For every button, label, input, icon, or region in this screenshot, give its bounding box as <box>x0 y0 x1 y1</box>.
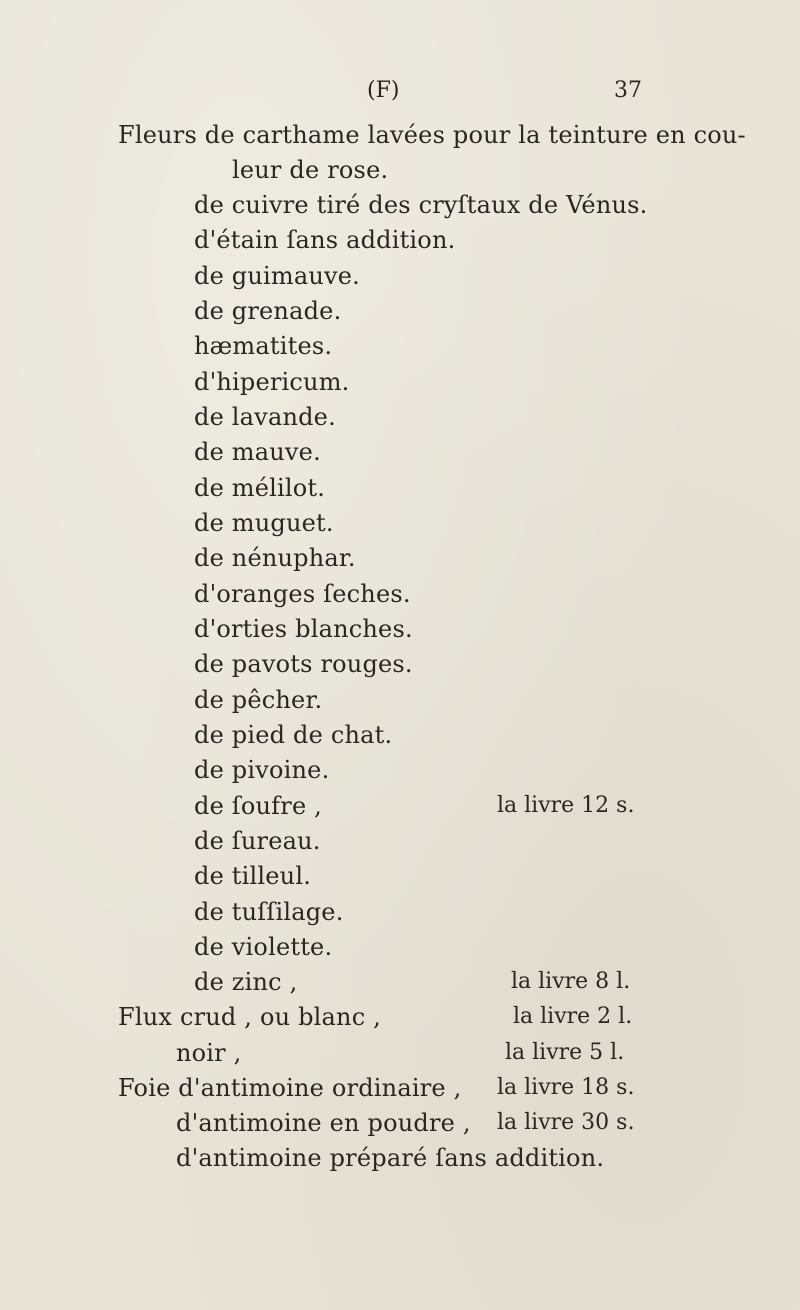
price-label: la livre 12 s. <box>497 793 635 818</box>
text-line: de lavande. <box>194 403 336 431</box>
text-line: Flux crud , ou blanc , <box>118 1003 382 1031</box>
text-line: de ſoufre , <box>194 792 323 820</box>
text-line: de guimauve. <box>194 262 361 290</box>
price-label: la livre 30 s. <box>497 1110 635 1135</box>
price-label: la livre 18 s. <box>497 1075 635 1100</box>
text-line: leur de rose. <box>232 156 389 184</box>
text-line: de violette. <box>194 933 333 961</box>
text-line: d'hipericum. <box>194 368 350 396</box>
text-line: d'oranges ſeches. <box>194 580 411 608</box>
signature-mark: (F) <box>367 78 400 103</box>
text-line: d'orties blanches. <box>194 615 413 643</box>
text-line: hæmatites. <box>194 332 333 360</box>
text-line: de pavots rouges. <box>194 650 413 678</box>
text-line: de mauve. <box>194 438 321 466</box>
text-line: de grenade. <box>194 297 342 325</box>
page-number: 37 <box>614 78 642 103</box>
text-line: Fleurs de carthame lavées pour la teinture en cou- <box>118 121 746 149</box>
text-line: d'antimoine en poudre , <box>176 1109 471 1137</box>
price-label: la livre 8 l. <box>511 969 631 994</box>
text-line: de nénuphar. <box>194 544 356 572</box>
text-line: de pêcher. <box>194 686 323 714</box>
price-label: la livre 2 l. <box>513 1004 633 1029</box>
text-line: d'antimoine préparé ſans addition. <box>176 1144 605 1172</box>
text-line: de pied de chat. <box>194 721 393 749</box>
text-line: de mélilot. <box>194 474 326 502</box>
text-line: Foie d'antimoine ordinaire , <box>118 1074 462 1102</box>
text-line: de tuſſilage. <box>194 898 344 926</box>
page-header <box>0 78 800 108</box>
text-line: de ſureau. <box>194 827 321 855</box>
text-line: de muguet. <box>194 509 334 537</box>
text-line: d'étain ſans addition. <box>194 226 456 254</box>
price-label: la livre 5 l. <box>505 1040 625 1065</box>
text-line: de tilleul. <box>194 862 312 890</box>
text-line: noir , <box>176 1039 242 1067</box>
text-line: de cuivre tiré des cryſtaux de Vénus. <box>194 191 648 219</box>
text-line: de zinc , <box>194 968 298 996</box>
text-line: de pivoine. <box>194 756 330 784</box>
